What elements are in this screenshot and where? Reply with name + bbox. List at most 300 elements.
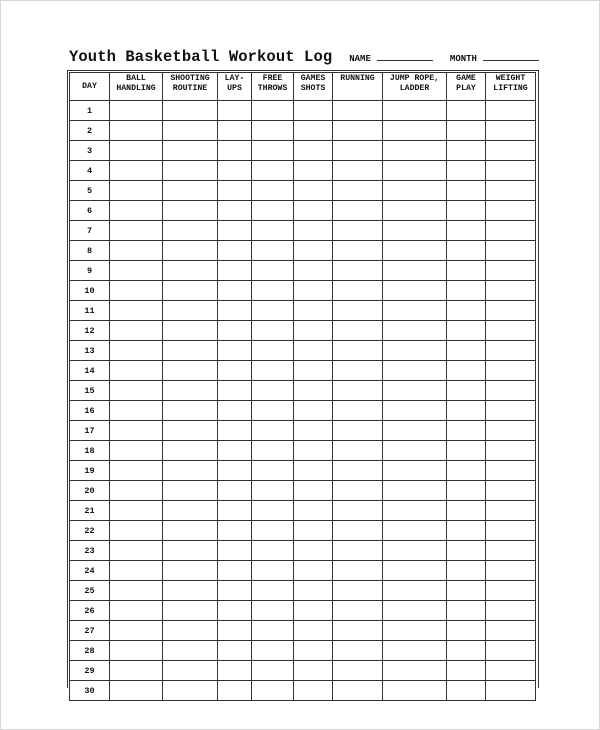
log-entry-cell[interactable] xyxy=(252,441,294,461)
log-entry-cell[interactable] xyxy=(383,461,447,481)
log-entry-cell[interactable] xyxy=(252,621,294,641)
log-entry-cell[interactable] xyxy=(218,641,252,661)
log-entry-cell[interactable] xyxy=(163,561,218,581)
log-entry-cell[interactable] xyxy=(218,281,252,301)
log-entry-cell[interactable] xyxy=(486,501,536,521)
log-entry-cell[interactable] xyxy=(333,301,383,321)
log-entry-cell[interactable] xyxy=(218,581,252,601)
log-entry-cell[interactable] xyxy=(163,461,218,481)
log-entry-cell[interactable] xyxy=(110,601,163,621)
log-entry-cell[interactable] xyxy=(252,261,294,281)
log-entry-cell[interactable] xyxy=(486,661,536,681)
log-entry-cell[interactable] xyxy=(333,101,383,121)
log-entry-cell[interactable] xyxy=(383,641,447,661)
log-entry-cell[interactable] xyxy=(163,441,218,461)
log-entry-cell[interactable] xyxy=(252,281,294,301)
log-entry-cell[interactable] xyxy=(294,261,333,281)
log-entry-cell[interactable] xyxy=(447,261,486,281)
log-entry-cell[interactable] xyxy=(294,161,333,181)
log-entry-cell[interactable] xyxy=(447,661,486,681)
log-entry-cell[interactable] xyxy=(383,141,447,161)
log-entry-cell[interactable] xyxy=(163,501,218,521)
log-entry-cell[interactable] xyxy=(294,101,333,121)
log-entry-cell[interactable] xyxy=(486,621,536,641)
log-entry-cell[interactable] xyxy=(294,121,333,141)
log-entry-cell[interactable] xyxy=(447,641,486,661)
log-entry-cell[interactable] xyxy=(333,221,383,241)
log-entry-cell[interactable] xyxy=(110,161,163,181)
log-entry-cell[interactable] xyxy=(447,421,486,441)
log-entry-cell[interactable] xyxy=(252,361,294,381)
log-entry-cell[interactable] xyxy=(294,621,333,641)
log-entry-cell[interactable] xyxy=(447,481,486,501)
log-entry-cell[interactable] xyxy=(333,501,383,521)
log-entry-cell[interactable] xyxy=(333,521,383,541)
table-row xyxy=(70,461,536,481)
log-entry-cell[interactable] xyxy=(333,481,383,501)
day-number: 15 xyxy=(70,381,110,401)
log-entry-cell[interactable] xyxy=(218,541,252,561)
log-entry-cell[interactable] xyxy=(163,221,218,241)
log-entry-cell[interactable] xyxy=(252,381,294,401)
log-entry-cell[interactable] xyxy=(110,621,163,641)
log-entry-cell[interactable] xyxy=(333,601,383,621)
log-entry-cell[interactable] xyxy=(110,681,163,701)
log-entry-cell[interactable] xyxy=(333,661,383,681)
log-entry-cell[interactable] xyxy=(110,381,163,401)
log-entry-cell[interactable] xyxy=(486,581,536,601)
log-entry-cell[interactable] xyxy=(486,301,536,321)
log-entry-cell[interactable] xyxy=(218,421,252,441)
log-entry-cell[interactable] xyxy=(218,621,252,641)
log-entry-cell[interactable] xyxy=(486,101,536,121)
log-entry-cell[interactable] xyxy=(218,221,252,241)
log-entry-cell[interactable] xyxy=(110,441,163,461)
log-entry-cell[interactable] xyxy=(218,521,252,541)
log-entry-cell[interactable] xyxy=(294,581,333,601)
log-entry-cell[interactable] xyxy=(294,221,333,241)
log-entry-cell[interactable] xyxy=(383,361,447,381)
log-entry-cell[interactable] xyxy=(333,621,383,641)
log-entry-cell[interactable] xyxy=(383,181,447,201)
log-entry-cell[interactable] xyxy=(447,321,486,341)
log-entry-cell[interactable] xyxy=(294,501,333,521)
log-entry-cell[interactable] xyxy=(383,261,447,281)
log-entry-cell[interactable] xyxy=(447,241,486,261)
log-entry-cell[interactable] xyxy=(110,241,163,261)
log-entry-cell[interactable] xyxy=(447,621,486,641)
log-entry-cell[interactable] xyxy=(447,101,486,121)
log-entry-cell[interactable] xyxy=(252,581,294,601)
log-entry-cell[interactable] xyxy=(218,321,252,341)
log-entry-cell[interactable] xyxy=(110,581,163,601)
log-entry-cell[interactable] xyxy=(447,501,486,521)
log-entry-cell[interactable] xyxy=(333,201,383,221)
table-row xyxy=(70,241,536,261)
log-entry-cell[interactable] xyxy=(110,541,163,561)
log-entry-cell[interactable] xyxy=(110,361,163,381)
log-entry-cell[interactable] xyxy=(294,341,333,361)
log-entry-cell[interactable] xyxy=(383,581,447,601)
table-row xyxy=(70,581,536,601)
log-entry-cell[interactable] xyxy=(110,281,163,301)
log-entry-cell[interactable] xyxy=(294,281,333,301)
log-entry-cell[interactable] xyxy=(383,301,447,321)
column-header-running: RUNNING xyxy=(333,73,383,101)
log-entry-cell[interactable] xyxy=(486,261,536,281)
log-entry-cell[interactable] xyxy=(486,541,536,561)
log-entry-cell[interactable] xyxy=(218,181,252,201)
log-entry-cell[interactable] xyxy=(163,541,218,561)
column-header-weight-lifting: WEIGHT LIFTING xyxy=(486,73,536,101)
log-entry-cell[interactable] xyxy=(163,301,218,321)
log-entry-cell[interactable] xyxy=(294,361,333,381)
name-field[interactable] xyxy=(377,52,433,61)
log-entry-cell[interactable] xyxy=(486,481,536,501)
log-entry-cell[interactable] xyxy=(163,321,218,341)
log-entry-cell[interactable] xyxy=(486,441,536,461)
log-entry-cell[interactable] xyxy=(486,461,536,481)
table-row xyxy=(70,501,536,521)
log-entry-cell[interactable] xyxy=(333,161,383,181)
log-entry-cell[interactable] xyxy=(252,321,294,341)
log-entry-cell[interactable] xyxy=(252,601,294,621)
log-entry-cell[interactable] xyxy=(110,221,163,241)
log-entry-cell[interactable] xyxy=(447,401,486,421)
log-entry-cell[interactable] xyxy=(294,321,333,341)
log-entry-cell[interactable] xyxy=(252,301,294,321)
log-entry-cell[interactable] xyxy=(486,321,536,341)
log-entry-cell[interactable] xyxy=(218,681,252,701)
log-entry-cell[interactable] xyxy=(333,561,383,581)
log-entry-cell[interactable] xyxy=(383,341,447,361)
log-entry-cell[interactable] xyxy=(383,441,447,461)
log-entry-cell[interactable] xyxy=(110,101,163,121)
log-entry-cell[interactable] xyxy=(447,201,486,221)
log-entry-cell[interactable] xyxy=(163,681,218,701)
log-entry-cell[interactable] xyxy=(383,601,447,621)
log-entry-cell[interactable] xyxy=(163,601,218,621)
log-entry-cell[interactable] xyxy=(447,441,486,461)
log-entry-cell[interactable] xyxy=(447,541,486,561)
column-header-day: DAY xyxy=(70,73,110,101)
day-number: 1 xyxy=(70,101,110,121)
log-entry-cell[interactable] xyxy=(252,421,294,441)
month-field[interactable] xyxy=(483,52,539,61)
log-entry-cell[interactable] xyxy=(486,241,536,261)
log-entry-cell[interactable] xyxy=(486,121,536,141)
log-entry-cell[interactable] xyxy=(486,561,536,581)
log-entry-cell[interactable] xyxy=(383,621,447,641)
log-entry-cell[interactable] xyxy=(447,561,486,581)
log-entry-cell[interactable] xyxy=(163,621,218,641)
log-entry-cell[interactable] xyxy=(383,541,447,561)
header xyxy=(69,48,539,68)
log-entry-cell[interactable] xyxy=(294,641,333,661)
log-entry-cell[interactable] xyxy=(383,381,447,401)
log-entry-cell[interactable] xyxy=(218,461,252,481)
log-entry-cell[interactable] xyxy=(218,361,252,381)
log-entry-cell[interactable] xyxy=(252,401,294,421)
log-entry-cell[interactable] xyxy=(486,381,536,401)
log-entry-cell[interactable] xyxy=(333,401,383,421)
log-entry-cell[interactable] xyxy=(383,221,447,241)
log-entry-cell[interactable] xyxy=(294,181,333,201)
log-entry-cell[interactable] xyxy=(447,161,486,181)
log-entry-cell[interactable] xyxy=(218,381,252,401)
log-entry-cell[interactable] xyxy=(486,221,536,241)
log-entry-cell[interactable] xyxy=(163,281,218,301)
day-number: 24 xyxy=(70,561,110,581)
day-number: 7 xyxy=(70,221,110,241)
log-entry-cell[interactable] xyxy=(486,521,536,541)
log-entry-cell[interactable] xyxy=(383,401,447,421)
day-number: 3 xyxy=(70,141,110,161)
log-entry-cell[interactable] xyxy=(110,321,163,341)
log-entry-cell[interactable] xyxy=(163,161,218,181)
log-entry-cell[interactable] xyxy=(333,121,383,141)
log-entry-cell[interactable] xyxy=(252,641,294,661)
log-entry-cell[interactable] xyxy=(218,241,252,261)
log-entry-cell[interactable] xyxy=(218,121,252,141)
log-entry-cell[interactable] xyxy=(383,521,447,541)
log-entry-cell[interactable] xyxy=(294,601,333,621)
log-entry-cell[interactable] xyxy=(447,461,486,481)
log-entry-cell[interactable] xyxy=(252,221,294,241)
log-entry-cell[interactable] xyxy=(252,501,294,521)
workout-log-table-frame xyxy=(67,70,539,696)
log-entry-cell[interactable] xyxy=(252,101,294,121)
log-entry-cell[interactable] xyxy=(163,141,218,161)
log-entry-cell[interactable] xyxy=(333,461,383,481)
log-entry-cell[interactable] xyxy=(218,401,252,421)
log-entry-cell[interactable] xyxy=(383,501,447,521)
log-entry-cell[interactable] xyxy=(294,401,333,421)
log-entry-cell[interactable] xyxy=(218,661,252,681)
log-entry-cell[interactable] xyxy=(383,321,447,341)
log-entry-cell[interactable] xyxy=(383,561,447,581)
log-entry-cell[interactable] xyxy=(447,341,486,361)
log-entry-cell[interactable] xyxy=(252,241,294,261)
log-entry-cell[interactable] xyxy=(447,301,486,321)
log-entry-cell[interactable] xyxy=(110,641,163,661)
day-number: 22 xyxy=(70,521,110,541)
log-entry-cell[interactable] xyxy=(163,401,218,421)
log-entry-cell[interactable] xyxy=(447,601,486,621)
log-entry-cell[interactable] xyxy=(294,301,333,321)
log-entry-cell[interactable] xyxy=(333,421,383,441)
log-entry-cell[interactable] xyxy=(333,681,383,701)
log-entry-cell[interactable] xyxy=(110,561,163,581)
log-entry-cell[interactable] xyxy=(486,681,536,701)
log-entry-cell[interactable] xyxy=(252,461,294,481)
log-entry-cell[interactable] xyxy=(218,201,252,221)
log-entry-cell[interactable] xyxy=(486,361,536,381)
log-entry-cell[interactable] xyxy=(110,501,163,521)
table-row xyxy=(70,161,536,181)
log-entry-cell[interactable] xyxy=(163,201,218,221)
log-entry-cell[interactable] xyxy=(218,141,252,161)
log-entry-cell[interactable] xyxy=(333,321,383,341)
log-entry-cell[interactable] xyxy=(294,481,333,501)
log-entry-cell[interactable] xyxy=(447,361,486,381)
log-entry-cell[interactable] xyxy=(163,381,218,401)
table-row xyxy=(70,601,536,621)
log-entry-cell[interactable] xyxy=(252,661,294,681)
log-entry-cell[interactable] xyxy=(383,161,447,181)
log-entry-cell[interactable] xyxy=(218,261,252,281)
log-entry-cell[interactable] xyxy=(218,101,252,121)
day-number: 6 xyxy=(70,201,110,221)
log-entry-cell[interactable] xyxy=(333,581,383,601)
log-entry-cell[interactable] xyxy=(252,161,294,181)
log-entry-cell[interactable] xyxy=(294,461,333,481)
log-entry-cell[interactable] xyxy=(486,161,536,181)
log-entry-cell[interactable] xyxy=(110,521,163,541)
log-entry-cell[interactable] xyxy=(383,201,447,221)
log-entry-cell[interactable] xyxy=(486,401,536,421)
log-entry-cell[interactable] xyxy=(218,481,252,501)
log-entry-cell[interactable] xyxy=(163,181,218,201)
log-entry-cell[interactable] xyxy=(383,661,447,681)
log-entry-cell[interactable] xyxy=(333,441,383,461)
log-entry-cell[interactable] xyxy=(252,521,294,541)
log-entry-cell[interactable] xyxy=(294,201,333,221)
log-entry-cell[interactable] xyxy=(110,461,163,481)
log-entry-cell[interactable] xyxy=(486,201,536,221)
log-entry-cell[interactable] xyxy=(110,421,163,441)
log-entry-cell[interactable] xyxy=(110,341,163,361)
log-entry-cell[interactable] xyxy=(486,141,536,161)
log-entry-cell[interactable] xyxy=(333,241,383,261)
log-entry-cell[interactable] xyxy=(163,661,218,681)
log-entry-cell[interactable] xyxy=(163,421,218,441)
log-entry-cell[interactable] xyxy=(333,281,383,301)
log-entry-cell[interactable] xyxy=(383,281,447,301)
table-row xyxy=(70,221,536,241)
log-entry-cell[interactable] xyxy=(333,641,383,661)
log-entry-cell[interactable] xyxy=(218,301,252,321)
log-entry-cell[interactable] xyxy=(218,601,252,621)
log-entry-cell[interactable] xyxy=(383,121,447,141)
log-entry-cell[interactable] xyxy=(218,161,252,181)
log-entry-cell[interactable] xyxy=(294,241,333,261)
log-body xyxy=(70,101,536,701)
log-entry-cell[interactable] xyxy=(163,361,218,381)
log-entry-cell[interactable] xyxy=(163,341,218,361)
log-entry-cell[interactable] xyxy=(486,281,536,301)
log-entry-cell[interactable] xyxy=(163,121,218,141)
log-entry-cell[interactable] xyxy=(447,521,486,541)
log-entry-cell[interactable] xyxy=(333,261,383,281)
log-entry-cell[interactable] xyxy=(486,421,536,441)
log-entry-cell[interactable] xyxy=(294,441,333,461)
log-entry-cell[interactable] xyxy=(163,241,218,261)
log-entry-cell[interactable] xyxy=(447,221,486,241)
log-entry-cell[interactable] xyxy=(252,181,294,201)
log-entry-cell[interactable] xyxy=(486,641,536,661)
log-entry-cell[interactable] xyxy=(110,141,163,161)
log-entry-cell[interactable] xyxy=(163,641,218,661)
log-entry-cell[interactable] xyxy=(252,561,294,581)
log-entry-cell[interactable] xyxy=(486,601,536,621)
log-entry-cell[interactable] xyxy=(110,481,163,501)
log-entry-cell[interactable] xyxy=(333,541,383,561)
log-entry-cell[interactable] xyxy=(383,101,447,121)
day-number: 17 xyxy=(70,421,110,441)
log-entry-cell[interactable] xyxy=(294,541,333,561)
log-entry-cell[interactable] xyxy=(294,561,333,581)
log-entry-cell[interactable] xyxy=(252,201,294,221)
log-entry-cell[interactable] xyxy=(294,521,333,541)
log-entry-cell[interactable] xyxy=(447,381,486,401)
table-row xyxy=(70,321,536,341)
log-entry-cell[interactable] xyxy=(163,581,218,601)
log-entry-cell[interactable] xyxy=(252,541,294,561)
log-entry-cell[interactable] xyxy=(218,501,252,521)
log-entry-cell[interactable] xyxy=(383,481,447,501)
log-entry-cell[interactable] xyxy=(333,341,383,361)
log-entry-cell[interactable] xyxy=(383,241,447,261)
day-number: 21 xyxy=(70,501,110,521)
log-entry-cell[interactable] xyxy=(333,361,383,381)
log-entry-cell[interactable] xyxy=(218,441,252,461)
log-entry-cell[interactable] xyxy=(486,341,536,361)
log-entry-cell[interactable] xyxy=(110,401,163,421)
day-number: 13 xyxy=(70,341,110,361)
log-entry-cell[interactable] xyxy=(383,681,447,701)
log-entry-cell[interactable] xyxy=(447,281,486,301)
log-entry-cell[interactable] xyxy=(218,341,252,361)
log-entry-cell[interactable] xyxy=(294,681,333,701)
log-entry-cell[interactable] xyxy=(294,381,333,401)
log-entry-cell[interactable] xyxy=(294,141,333,161)
log-entry-cell[interactable] xyxy=(252,681,294,701)
column-header-lay-ups: LAY- UPS xyxy=(218,73,252,101)
log-entry-cell[interactable] xyxy=(447,141,486,161)
log-entry-cell[interactable] xyxy=(447,681,486,701)
log-entry-cell[interactable] xyxy=(110,661,163,681)
log-entry-cell[interactable] xyxy=(252,481,294,501)
log-entry-cell[interactable] xyxy=(447,581,486,601)
log-entry-cell[interactable] xyxy=(110,301,163,321)
log-entry-cell[interactable] xyxy=(486,181,536,201)
log-entry-cell[interactable] xyxy=(333,141,383,161)
log-entry-cell[interactable] xyxy=(333,381,383,401)
log-entry-cell[interactable] xyxy=(294,421,333,441)
log-entry-cell[interactable] xyxy=(447,121,486,141)
log-entry-cell[interactable] xyxy=(163,481,218,501)
log-entry-cell[interactable] xyxy=(218,561,252,581)
log-entry-cell[interactable] xyxy=(447,181,486,201)
log-entry-cell[interactable] xyxy=(252,141,294,161)
log-entry-cell[interactable] xyxy=(163,101,218,121)
log-entry-cell[interactable] xyxy=(252,341,294,361)
log-entry-cell[interactable] xyxy=(110,181,163,201)
log-entry-cell[interactable] xyxy=(110,201,163,221)
table-row xyxy=(70,401,536,421)
log-entry-cell[interactable] xyxy=(383,421,447,441)
log-entry-cell[interactable] xyxy=(333,181,383,201)
log-entry-cell[interactable] xyxy=(110,261,163,281)
column-header-free-throws: FREE THROWS xyxy=(252,73,294,101)
log-entry-cell[interactable] xyxy=(252,121,294,141)
table-row xyxy=(70,621,536,641)
log-entry-cell[interactable] xyxy=(163,261,218,281)
log-entry-cell[interactable] xyxy=(163,521,218,541)
log-entry-cell[interactable] xyxy=(294,661,333,681)
log-entry-cell[interactable] xyxy=(110,121,163,141)
